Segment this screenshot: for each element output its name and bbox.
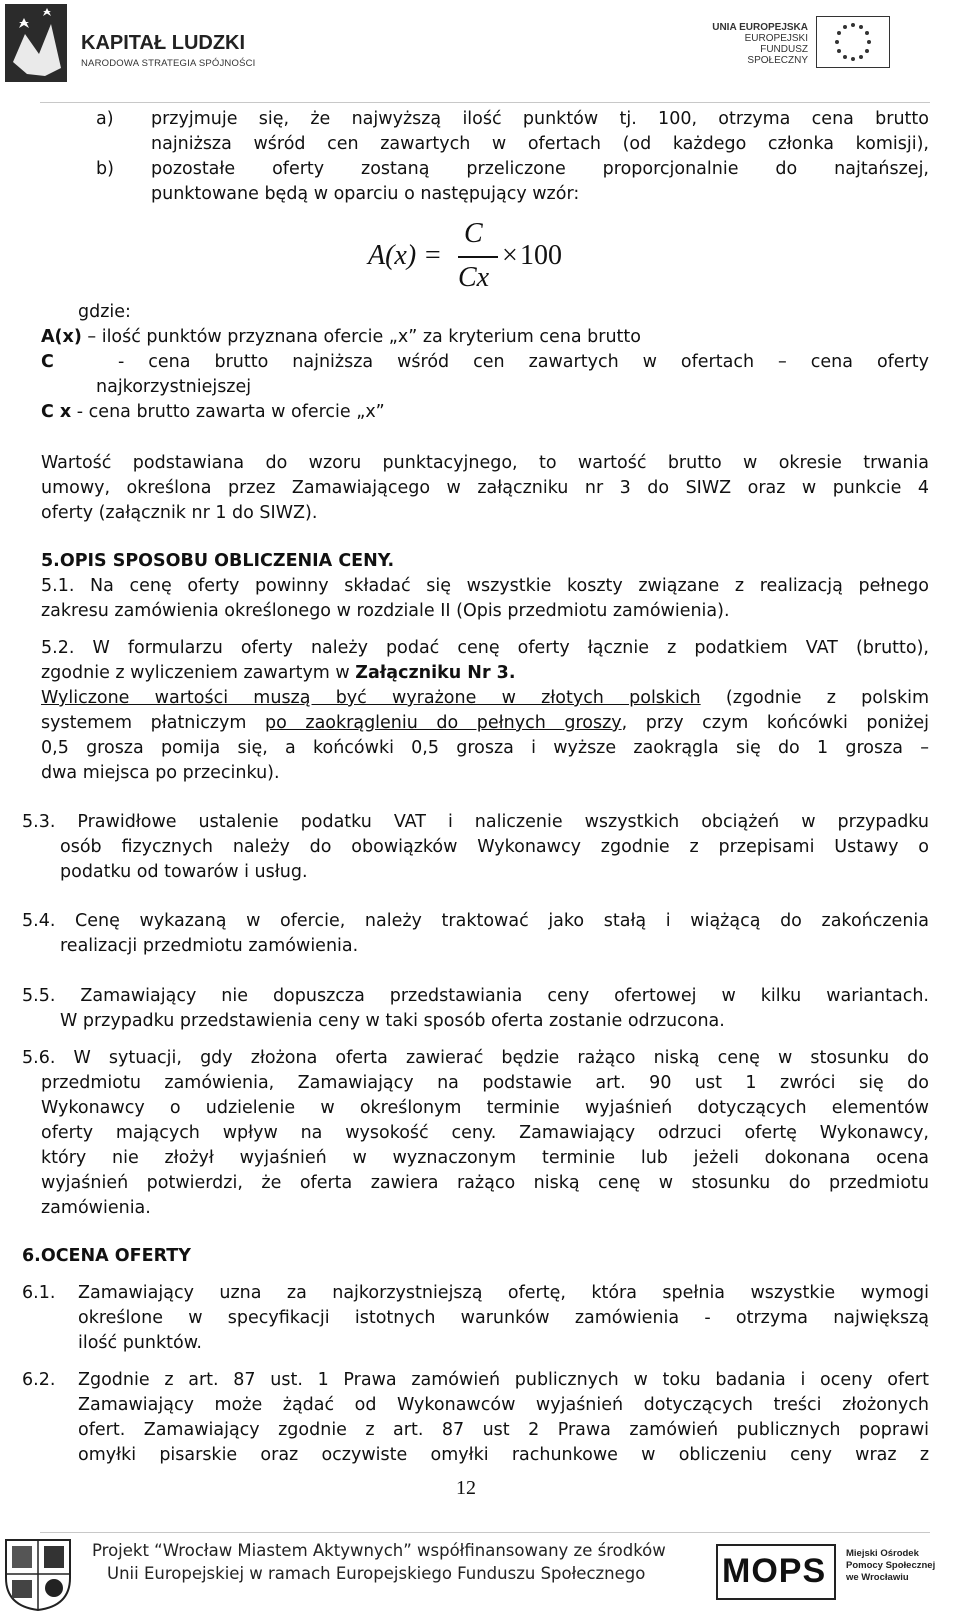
list-item-a-line2: najniższa wśród cen zawartych w ofertach (od każdego członka komisji), <box>151 134 929 154</box>
p52-line2-text: zgodnie z wyliczeniem zawartym w <box>41 663 356 683</box>
p61-number: 6.1. <box>22 1283 56 1303</box>
formula-denominator: Cx <box>458 262 490 293</box>
score-formula <box>368 218 578 302</box>
ue-logo <box>700 14 895 70</box>
ue-logo-line3: FUNDUSZ SPOŁECZNY <box>747 44 808 66</box>
value-paragraph-line2: umowy, określona przez Zamawiającego w załączniku nr 3 do SIWZ oraz w punkcie 4 <box>41 478 929 498</box>
p56-line1: 5.6. W sytuacji, gdy złożona oferta zawierać będzie rażąco niską cenę w stosunku do <box>22 1048 929 1068</box>
p54-line1: 5.4. Cenę wykazaną w ofercie, należy traktować jako stałą i wiążącą do zakończenia <box>22 911 929 931</box>
p53-line2: osób fizycznych należy do obowiązków Wykonawcy zgodnie z przepisami Ustawy o <box>60 837 929 857</box>
p56-line3: Wykonawcy o udzielenie w określonym terminie wyjaśnień dotyczących elementów <box>41 1098 929 1118</box>
p52-line4-underlined: po zaokrągleniu do pełnych groszy <box>265 713 622 733</box>
p55-line2: W przypadku przedstawienia ceny w taki sposób oferta zostanie odrzucona. <box>60 1011 725 1031</box>
legend-cx <box>41 400 385 425</box>
p51-line1: 5.1. Na cenę oferty powinny składać się wszystkie koszty związane z realizacją pełnego <box>41 576 929 596</box>
value-paragraph-line1: Wartość podstawiana do wzoru punktacyjnego, to wartość brutto w okresie trwania <box>41 453 929 473</box>
p52-line3-rest: (zgodnie z polskim <box>700 688 929 708</box>
formula-times: × <box>502 240 518 271</box>
p52-line3-underlined: Wyliczone wartości muszą być wyrażone w złotych polskich <box>41 688 701 708</box>
header-divider <box>40 102 930 103</box>
p56-line5: który nie złożył wyjaśnień w wyznaczonym terminie lub jeżeli dokonana ocena <box>41 1148 929 1168</box>
ue-logo-line1: UNIA EUROPEJSKA <box>712 22 808 33</box>
p61-line2: określone w specyfikacji istotnych warunków zamówienia - otrzyma największą <box>78 1308 929 1328</box>
formula-numerator: C <box>464 218 483 249</box>
p52-line4 <box>41 711 929 736</box>
legend-c-term: C <box>41 352 54 372</box>
p62-line3: ofert. Zamawiający zgodnie z art. 87 ust 2 Prawa zamówień publicznych poprawi <box>78 1420 929 1440</box>
legend-cx-desc: - cena brutto zawarta w ofercie „x” <box>71 402 385 422</box>
p62-line2: Zamawiający może żądać od Wykonawców wyjaśnień dotyczących treści złożonych <box>78 1395 929 1415</box>
kapital-ludzki-logo <box>5 4 265 84</box>
p62-line1: Zgodnie z art. 87 ust. 1 Prawa zamówień publicznych w toku badania i oceny ofert <box>78 1370 929 1390</box>
p53-line1: 5.3. Prawidłowe ustalenie podatku VAT i naliczenie wszystkich obciążeń w przypadku <box>22 812 929 832</box>
p51-line2: zakresu zamówienia określonego w rozdziale II (Opis przedmiotu zamówienia). <box>41 601 730 621</box>
list-item-b-line2: punktowane będą w oparciu o następujący wzór: <box>151 184 580 204</box>
mops-caption <box>846 1548 935 1584</box>
list-item-a-line1: przyjmuje się, że najwyższą ilość punktów tj. 100, otrzyma cena brutto <box>151 109 929 129</box>
p52-line4-rest: , przy czym końcówki poniżej <box>621 713 929 733</box>
legend-cx-term: C x <box>41 402 72 422</box>
p56-line2: przedmiotu zamówienia, Zamawiający na podstawie art. 90 ust 1 zwróci się do <box>41 1073 929 1093</box>
wroclaw-coat-of-arms-icon <box>4 1538 72 1612</box>
legend-ax-desc: – ilość punktów przyznana ofercie „x” za kryterium cena brutto <box>81 327 641 347</box>
p56-line7: zamówienia. <box>41 1198 151 1218</box>
formula-lhs: A(x) = <box>368 240 443 271</box>
p62-number: 6.2. <box>22 1370 56 1390</box>
p52-line4-pre: systemem płatniczym <box>41 713 266 733</box>
kl-logo-subtitle: NARODOWA STRATEGIA SPÓJNOŚCI <box>81 58 256 69</box>
p62-line4: omyłki pisarskie oraz oczywiste omyłki rachunkowe w obliczeniu ceny wraz z <box>78 1445 929 1465</box>
legend-intro: gdzie: <box>78 302 131 322</box>
footer-line2: Unii Europejskiej w ramach Europejskiego Funduszu Społecznego <box>107 1564 646 1583</box>
page-number: 12 <box>456 1477 476 1499</box>
footer-line1: Projekt “Wrocław Miastem Aktywnych” współfinansowany ze środków <box>92 1541 666 1560</box>
p61-line3: ilość punktów. <box>78 1333 202 1353</box>
mops-caption-line2: Pomocy Społecznej <box>846 1560 936 1571</box>
legend-ax-term: A(x) <box>41 327 82 347</box>
p56-line4: oferty mających wpływ na wysokość ceny. Zamawiający odrzuci ofertę Wykonawcy, <box>41 1123 929 1143</box>
p53-line3: podatku od towarów i usług. <box>60 862 308 882</box>
p52-attachment-ref: Załączniku Nr 3. <box>355 663 516 683</box>
mops-logo-text: MOPS <box>722 1552 827 1590</box>
formula-factor: 100 <box>520 240 562 271</box>
kapital-ludzki-emblem-icon <box>5 4 67 82</box>
p52-line1: 5.2. W formularzu oferty należy podać cenę oferty łącznie z podatkiem VAT (brutto), <box>41 638 929 658</box>
p52-line2 <box>41 661 516 686</box>
legend-ax <box>41 325 641 350</box>
p61-line1: Zamawiający uzna za najkorzystniejszą ofertę, która spełnia wszystkie wymogi <box>78 1283 929 1303</box>
formula-fraction-bar <box>458 256 498 258</box>
list-item-b-line1: pozostałe oferty zostaną przeliczone proporcjonalnie do najtańszej, <box>151 159 929 179</box>
eu-flag-icon <box>816 16 890 68</box>
legend-c-desc-line2: najkorzystniejszej <box>96 377 252 397</box>
section6-heading: 6.OCENA OFERTY <box>22 1246 191 1266</box>
section5-heading: 5.OPIS SPOSOBU OBLICZENIA CENY. <box>41 551 395 571</box>
p52-line3 <box>41 686 929 711</box>
p54-line2: realizacji przedmiotu zamówienia. <box>60 936 359 956</box>
p56-line6: wyjaśnień potwierdzi, że oferta zawiera rażąco niską cenę w stosunku do przedmiotu <box>41 1173 929 1193</box>
kl-logo-title: KAPITAŁ LUDZKI <box>81 32 246 54</box>
ue-logo-text <box>700 22 808 66</box>
mops-logo <box>716 1544 836 1600</box>
p55-line1: 5.5. Zamawiający nie dopuszcza przedstawiania ceny ofertowej w kilku wariantach. <box>22 986 929 1006</box>
ue-logo-line2: EUROPEJSKI <box>744 33 808 44</box>
p52-line5: 0,5 grosza pomija się, a końcówki 0,5 grosza i wyższe zaokrągla się do 1 grosza – <box>41 738 929 758</box>
p52-line6: dwa miejsca po przecinku). <box>41 763 280 783</box>
footer-divider <box>40 1532 930 1533</box>
legend-c-desc-line1: - cena brutto najniższa wśród cen zawartych w ofertach – cena oferty <box>118 352 929 372</box>
list-marker-b: b) <box>96 159 114 179</box>
value-paragraph-line3: oferty (załącznik nr 1 do SIWZ). <box>41 503 318 523</box>
mops-caption-line1: Miejski Ośrodek <box>846 1548 919 1559</box>
list-marker-a: a) <box>96 109 114 129</box>
mops-caption-line3: we Wrocławiu <box>846 1572 909 1583</box>
